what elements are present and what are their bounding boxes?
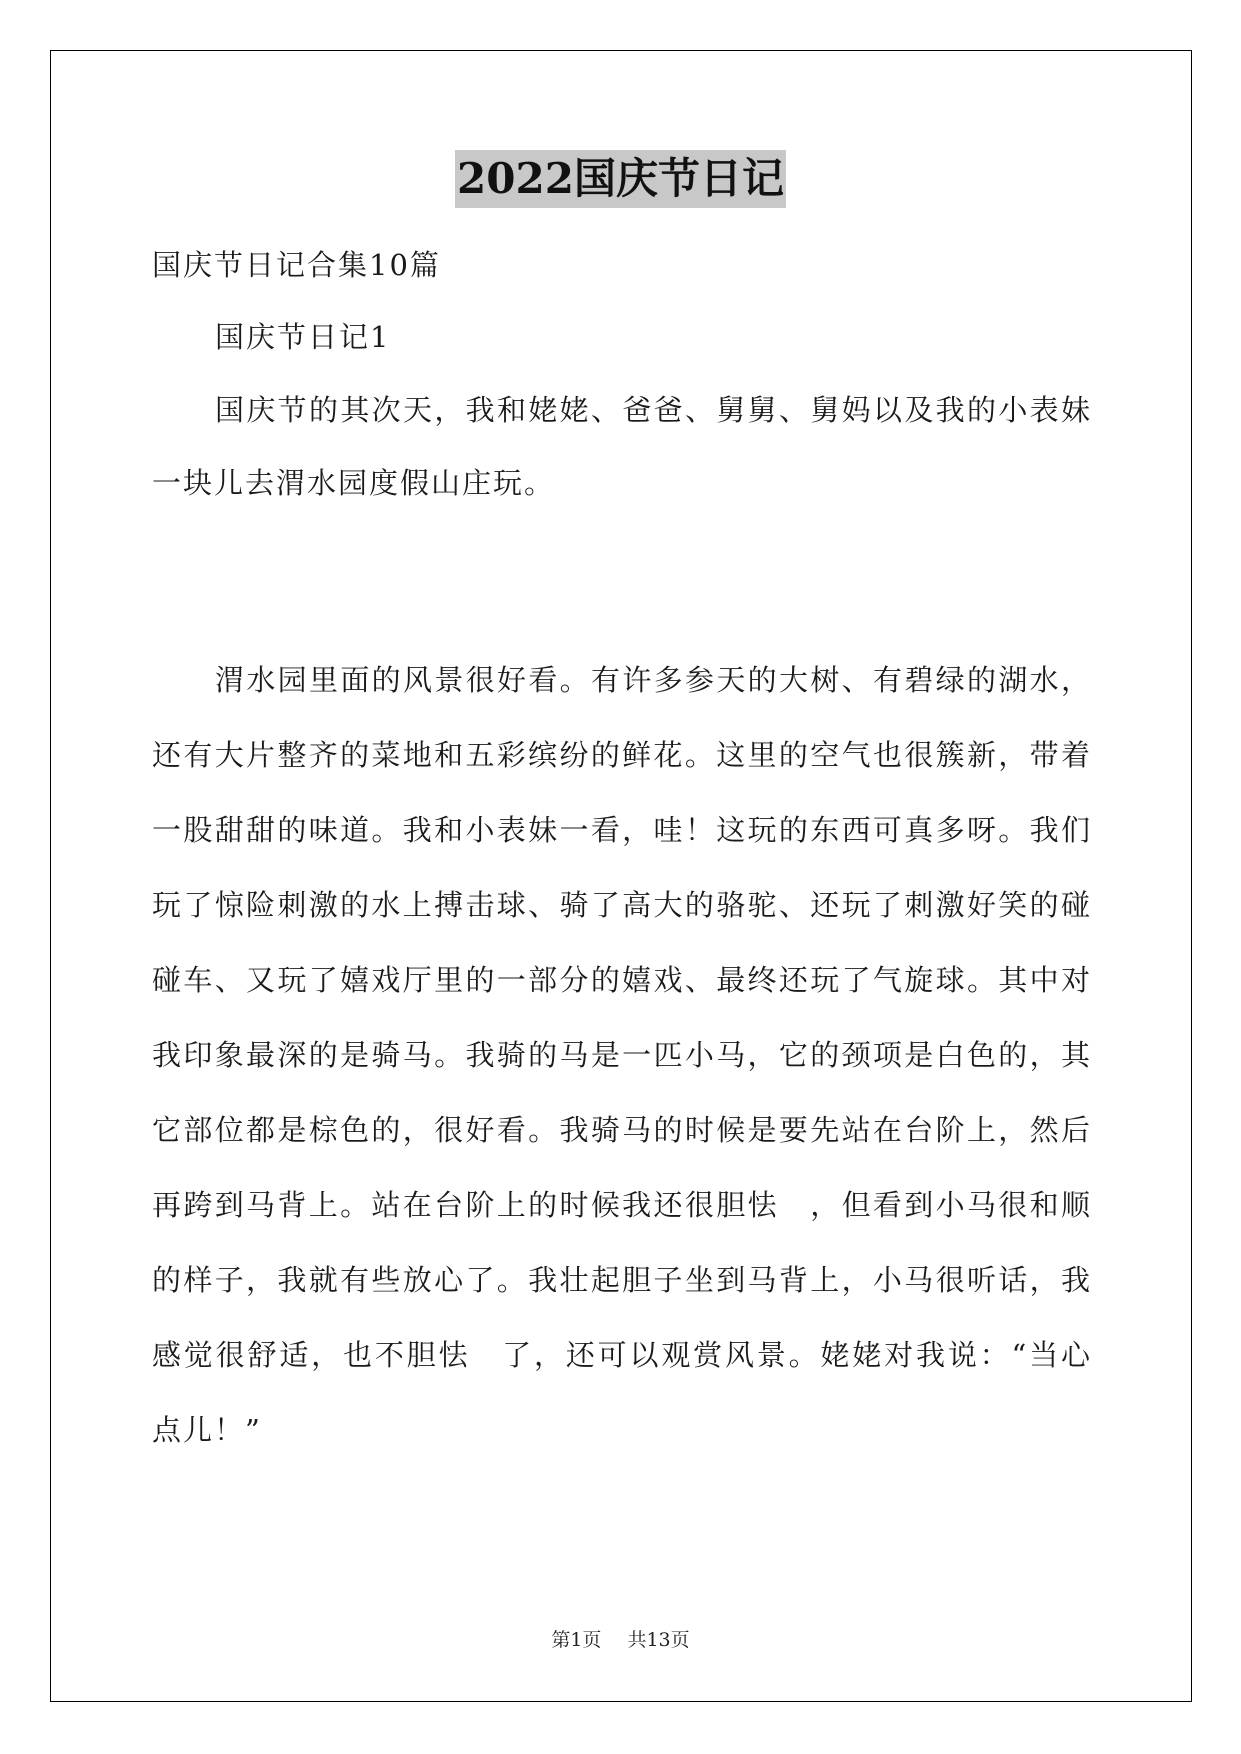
- paragraph-line: 国庆节的其次天，我和姥姥、爸爸、舅舅、舅妈以及我的小表妹: [215, 393, 1092, 427]
- paragraph-line: 一股甜甜的味道。我和小表妹一看，哇！这玩的东西可真多呀。我们: [152, 813, 1092, 847]
- paragraph-line: 玩了惊险刺激的水上搏击球、骑了高大的骆驼、还玩了刺激好笑的碰: [152, 888, 1092, 922]
- paragraph-line: 渭水园里面的风景很好看。有许多参天的大树、有碧绿的湖水，: [215, 663, 1092, 697]
- page-footer: [0, 1625, 1241, 1652]
- paragraph-line: 还有大片整齐的菜地和五彩缤纷的鲜花。这里的空气也很簇新，带着: [152, 738, 1092, 772]
- paragraph-line: 碰车、又玩了嬉戏厅里的一部分的嬉戏、最终还玩了气旋球。其中对: [152, 963, 1092, 997]
- document-subtitle: 国庆节日记合集10篇: [152, 248, 441, 282]
- title-container: [0, 150, 1241, 208]
- paragraph-line: 我印象最深的是骑马。我骑的马是一匹小马，它的颈项是白色的，其: [152, 1038, 1092, 1072]
- page-number: 第1页: [551, 1629, 602, 1651]
- page-total: 共13页: [627, 1629, 690, 1651]
- paragraph-line: 它部位都是棕色的，很好看。我骑马的时候是要先站在台阶上，然后: [152, 1113, 1092, 1147]
- section-heading: 国庆节日记1: [215, 320, 391, 354]
- paragraph-line: 一块儿去渭水园度假山庄玩。: [152, 466, 556, 500]
- paragraph-line: 点儿！”: [152, 1413, 262, 1447]
- paragraph-line: 再跨到马背上。站在台阶上的时候我还很胆怯 ，但看到小马很和顺: [152, 1188, 1092, 1222]
- page-border: [50, 50, 1192, 1702]
- paragraph-line: 的样子，我就有些放心了。我壮起胆子坐到马背上，小马很听话，我: [152, 1263, 1092, 1297]
- document-title: 2022国庆节日记: [455, 150, 786, 208]
- paragraph-line: 感觉很舒适，也不胆怯 了，还可以观赏风景。姥姥对我说：“当心: [152, 1338, 1092, 1372]
